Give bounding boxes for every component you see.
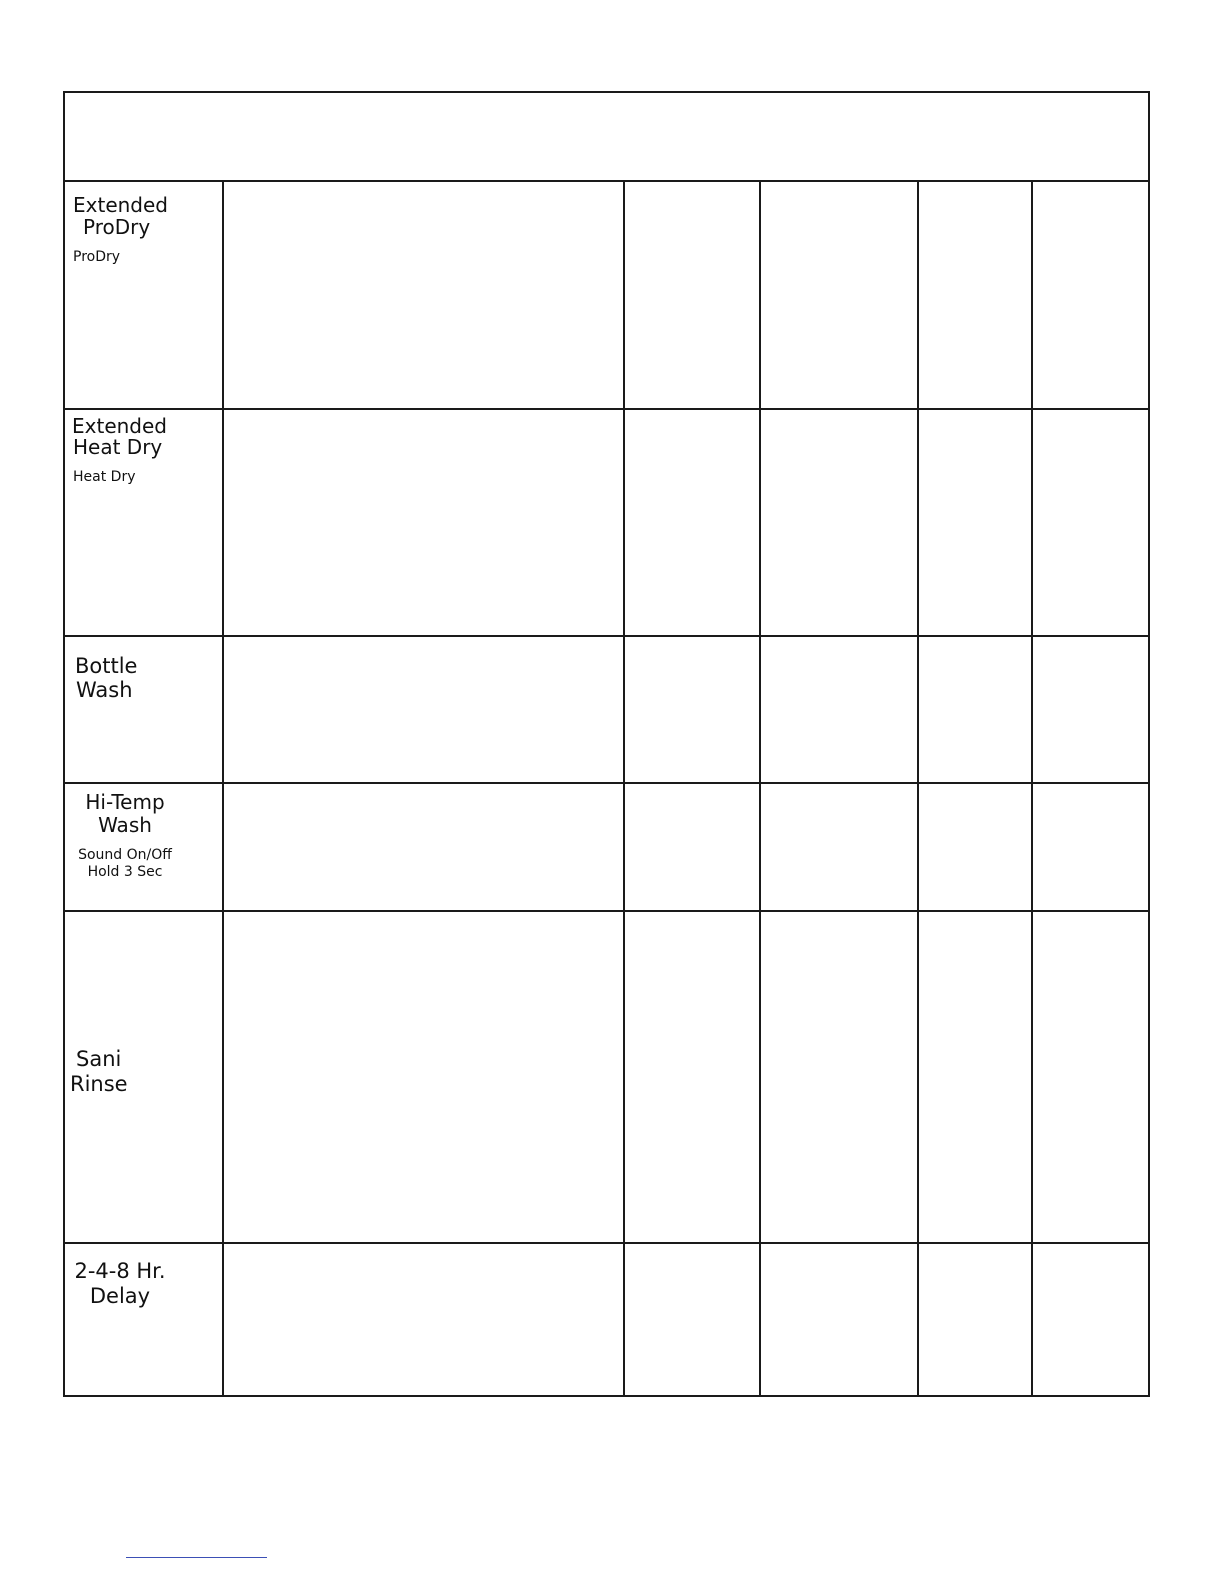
row-sani-rinse-title-line1: Sani	[76, 1047, 122, 1071]
row-bottle-wash-title-line2: Wash	[76, 678, 133, 702]
row-bottle-wash-title-line1: Bottle	[75, 654, 138, 678]
row-extended-prodry-subtitle: ProDry	[73, 249, 121, 265]
row-hitemp-wash-subtitle-line2: Hold 3 Sec	[87, 864, 163, 880]
row-hitemp-wash-title-line2: Wash	[98, 813, 152, 837]
row-delay-title-line2: Delay	[89, 1284, 151, 1308]
row-hitemp-wash-subtitle-line1: Sound On/Off	[78, 847, 172, 863]
row-sani-rinse-title-line2: Rinse	[70, 1072, 128, 1096]
footer-rule	[126, 1557, 267, 1558]
table-border	[64, 92, 1149, 1396]
row-extended-prodry-title-line2: ProDry	[83, 215, 151, 239]
row-extended-heatdry-title-line1: Extended	[72, 414, 167, 438]
row-hitemp-wash-title-line1: Hi-Temp	[85, 790, 165, 814]
row-delay-title-line1: 2-4-8 Hr.	[74, 1259, 166, 1283]
row-extended-heatdry-title-line2: Heat Dry	[73, 435, 163, 459]
row-extended-heatdry-subtitle: Heat Dry	[73, 469, 136, 485]
row-extended-prodry-title-line1: Extended	[73, 193, 168, 217]
